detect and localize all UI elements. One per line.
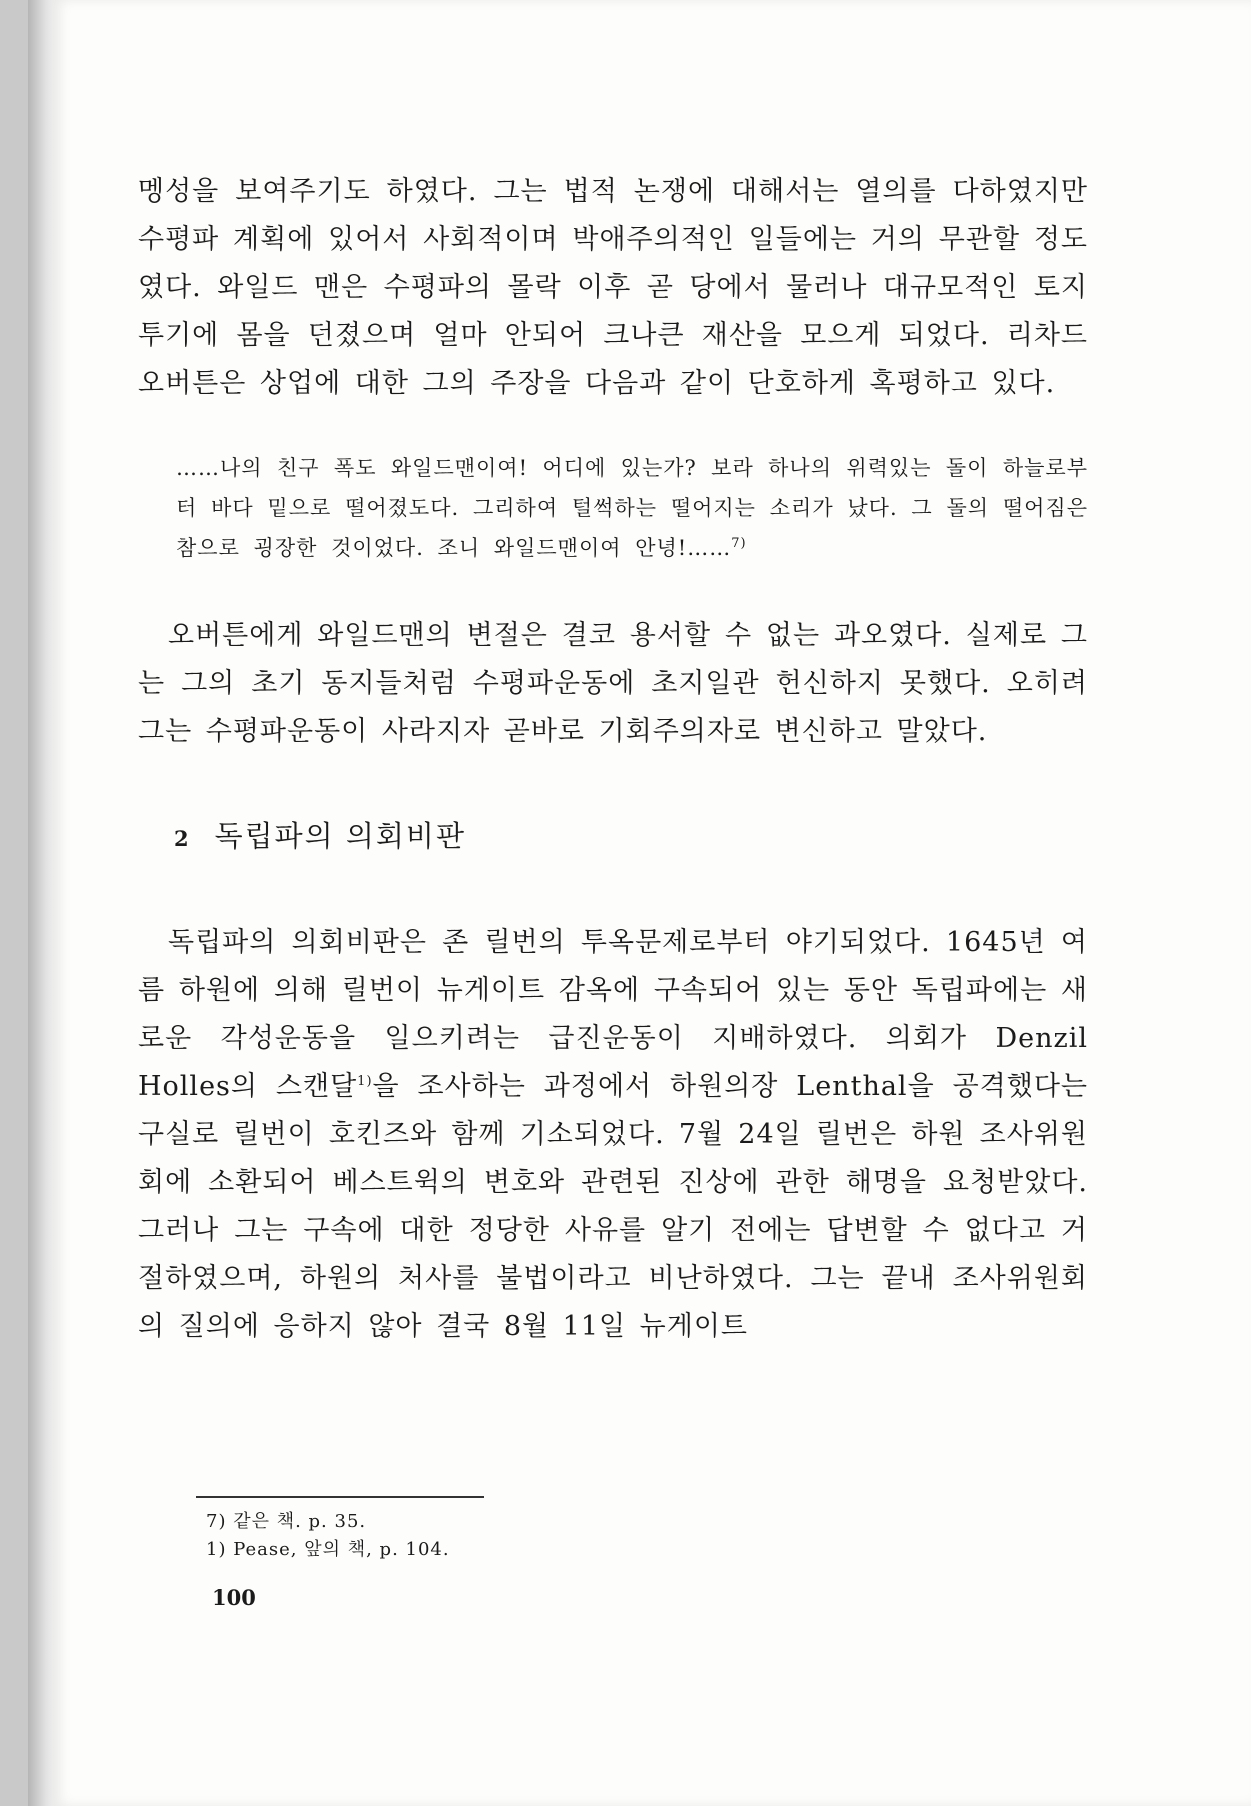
footnote-divider (196, 1496, 484, 1498)
block-quote-text: ……나의 친구 폭도 와일드맨이여! 어디에 있는가? 보라 하나의 위력있는 돌이 하늘로부터 바다 밑으로 떨어졌도다. 그리하여 털썩하는 떨어지는 소리가 났다. 그 돌의 떨어짐은 참으로 굉장한 것이었다. 조니 와일드맨이여 안녕!…… (176, 456, 1088, 560)
footnote-1: 1) Pease, 앞의 책, p. 104. (206, 1539, 450, 1560)
section-body-paragraph (138, 919, 1088, 1351)
page-content (138, 168, 1088, 1351)
footnote-ref-7: 7) (731, 536, 747, 551)
section-number: 2 (174, 826, 191, 851)
block-quote (176, 448, 1088, 568)
page-number: 100 (212, 1585, 256, 1610)
footnote-ref-1: 1) (357, 1074, 373, 1089)
footnote-7: 7) 같은 책. p. 35. (206, 1511, 367, 1532)
body-paragraph-top: 멩성을 보여주기도 하였다. 그는 법적 논쟁에 대해서는 열의를 다하였지만 수평파 계획에 있어서 사회적이며 박애주의적인 일들에는 거의 무관할 정도였다. 와일드 맨은 수평파의 몰락 이후 곧 당에서 물러나 대규모적인 토지투기에 몸을 던졌으며 얼마 안되어 크나큰 재산을 모으게 되었다. 리차드 오버튼은 상업에 대한 그의 주장을 다음과 같이 단호하게 혹평하고 있다. (138, 176, 1088, 399)
section-heading (138, 814, 1088, 861)
section-title: 독립파의 의회비판 (214, 819, 466, 853)
section-body-text-part1: 독립파의 의회비판은 존 릴번의 투옥문제로부터 야기되었다. 1645년 여름 하원에 의해 릴번이 뉴게이트 감옥에 구속되어 있는 동안 독립파에는 새로운 각성운동을 일으키려는 급진운동이 지배하였다. 의회가 Denzil Holles의 스캔달 (138, 927, 1088, 1102)
body-paragraph-after-quote: 오버튼에게 와일드맨의 변절은 결코 용서할 수 없는 과오였다. 실제로 그는 그의 초기 동지들처럼 수평파운동에 초지일관 헌신하지 못했다. 오히려 그는 수평파운동이 사라지자 곧바로 기회주의자로 변신하고 말았다. (138, 620, 1088, 747)
footnotes (206, 1508, 906, 1564)
section-body-text-part2: 을 조사하는 과정에서 하원의장 Lenthal을 공격했다는 구실로 릴번이 호킨즈와 함께 기소되었다. 7월 24일 릴번은 하원 조사위원회에 소환되어 베스트윅의 변호와 관련된 진상에 관한 해명을 요청받았다. 그러나 그는 구속에 대한 정당한 사유를 알기 전에는 답변할 수 없다고 거절하였으며, 하원의 처사를 불법이라고 비난하였다. 그는 끝내 조사위원회의 질의에 응하지 않아 결국 8월 11일 뉴게이트 (138, 1071, 1088, 1342)
